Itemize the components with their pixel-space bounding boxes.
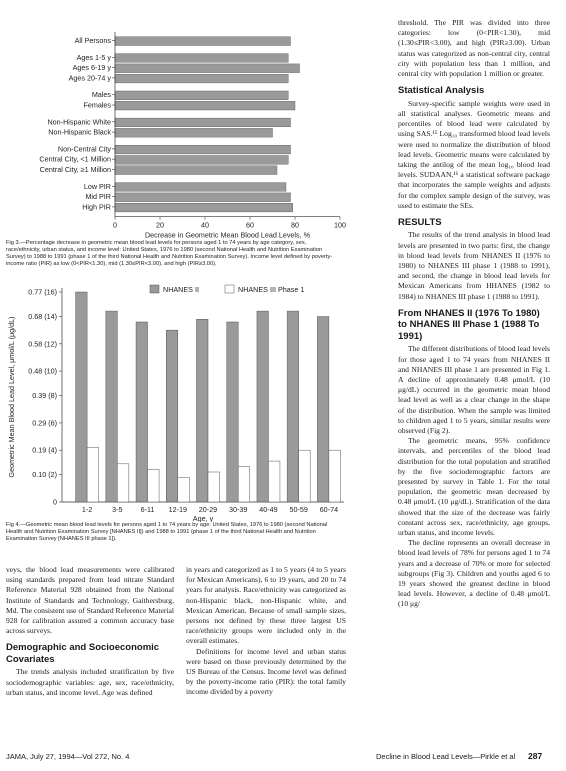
category-label: Central City, <1 Million — [39, 154, 111, 164]
x-tick-label: 1-2 — [81, 505, 93, 514]
y-tick-label: 0.77 (16) — [28, 287, 57, 297]
paragraph: veys, the blood lead measurements were calibrated using standards prepared from lead nitrate Standard Reference Material 928 obtained from the National Institute of Standards and Technology, Gaithersburg, Md. The consistent use of Standard Reference Material 928 for calibration assured a common accuracy base across surveys. — [6, 565, 174, 636]
category-label: Non-Central City — [57, 144, 111, 154]
category-label: Mid PIR — [85, 192, 111, 202]
paragraph: Definitions for income level and urban status were based on those previously determined by the US Bureau of the Census. Income level was defined by the poverty-income ratio (PIR): the total family income divided by a poverty — [186, 646, 346, 697]
bar — [115, 118, 291, 127]
x-tick-label: 6-11 — [140, 505, 155, 514]
x-axis-label: Age, y — [192, 514, 214, 522]
category-label: Ages 6-19 y — [72, 63, 111, 73]
x-tick-label: 3-5 — [112, 505, 123, 514]
category-label: Non-Hispanic White — [47, 117, 111, 127]
page-number: 287 — [528, 751, 543, 761]
y-tick-label: 0 — [53, 497, 57, 507]
legend-label: NHANES III Phase 1 — [238, 285, 305, 294]
legend-swatch — [150, 285, 159, 293]
bar-nhanes-ii — [76, 292, 88, 502]
bar-nhanes-iii — [238, 467, 250, 502]
bar-nhanes-ii — [317, 317, 329, 502]
x-tick-label: 100 — [334, 220, 346, 230]
bar — [115, 128, 273, 137]
category-label: Ages 20-74 y — [68, 73, 111, 83]
x-tick-label: 12-19 — [168, 505, 187, 514]
bar-nhanes-ii — [257, 311, 269, 502]
x-tick-label: 40-49 — [259, 505, 278, 514]
figure3-chart — [0, 0, 348, 240]
heading-demographic: Demographic and Socioeconomic Covariates — [6, 642, 160, 665]
bar-nhanes-ii — [136, 322, 148, 502]
y-tick-label: 0.58 (12) — [28, 339, 57, 349]
x-tick-label: 80 — [291, 220, 299, 230]
figure4-chart — [0, 280, 348, 522]
bar — [115, 156, 288, 165]
bar — [115, 166, 277, 175]
y-tick-label: 0.19 (4) — [32, 445, 57, 455]
bar-nhanes-iii — [117, 464, 129, 502]
x-tick-label: 20-29 — [198, 505, 218, 514]
right-column — [398, 18, 550, 610]
paragraph: The geometric means, 95% confidence intervals, and percentiles of the blood lead distribution for the total population and stratified by the five sociodemographic factors are presented by survey in Table 1. For the total population, the geometric mean decreased by 0.48 μmol/L (10 μg/dL). Stratification of the data showed that the size of the decrease was fairly constant across sex, race/ethnicity, age groups, urban status, and income levels. — [398, 436, 550, 538]
category-label: Non-Hispanic Black — [48, 127, 111, 137]
category-label: Ages 1-5 y — [76, 52, 111, 62]
bottom-left-column — [6, 565, 174, 698]
y-tick-label: 0.68 (14) — [28, 312, 57, 322]
paragraph: Survey-specific sample weights were used in all statistical analyses. Geometric means and percentiles of blood lead were calculated by using SAS.¹⁵ Log₁₀ transformed blood lead levels were used to normalize the distribution of blood lead levels. Geometric means were calculated by taking the antilog of the mean log₁₀ blood lead levels. SUDAAN,¹⁶ a statistical software package that incorporates the sample weights and adjusts for the complex sample design of the survey, was used to estimate the SEs. — [398, 98, 550, 210]
figure3-caption: Fig 3.—Percentage decrease in geometric mean blood lead levels for persons aged 1 to 74 years by age category, sex, race/ethnicity, urban status, and income level: United States, 1976 to 1980 (second National Health and Nutrition Examination Survey) to 1988 to 1991 (phase 1 of the third National Health and Nutrition Examination Survey). Income level defined by poverty-income ratio (PIR) as low (0<PIR<1.30), mid (1.30≤PIR<3.00), and high (PIR≥3.00). — [6, 240, 333, 267]
category-label: Females — [83, 100, 111, 110]
x-tick-label: 30-39 — [229, 505, 248, 514]
bar-nhanes-ii — [287, 311, 299, 502]
bar-nhanes-iii — [208, 472, 220, 502]
y-tick-label: 0.10 (2) — [32, 470, 57, 480]
bar — [115, 37, 291, 46]
paragraph: threshold. The PIR was divided into three categories: low (0<PIR<1.30), mid (1.30≤PIR<3.00), and high (PIR≥3.00). Urban status was categorized as non-central city, central city with population less than 1 million, and central city with population 1 million or greater. — [398, 18, 550, 79]
category-label: Males — [91, 90, 111, 100]
paragraph: The different distributions of blood lead levels for those aged 1 to 74 years from NHANES II and NHANES III phase 1 are presented in Fig 1. A decline of approximately 0.48 μmol/L (10 μg/dL) occurred in the geometric mean blood lead level as well as a clear change in the shape of the distribution. When the sample was limited to children aged 1 to 5 years, similar results were observed (Fig 2). — [398, 344, 550, 435]
bar-nhanes-iii — [87, 447, 99, 502]
category-label: High PIR — [82, 202, 111, 212]
heading-from-nhanes: From NHANES II (1976 To 1980) to NHANES III Phase 1 (1988 To 1991) — [398, 307, 540, 342]
bar — [115, 64, 300, 73]
bar — [115, 74, 288, 83]
bar-nhanes-iii — [299, 450, 311, 502]
paragraph: in years and categorized as 1 to 5 years (4 to 5 years for Mexican Americans), 6 to 19 years, and 20 to 74 years for analysis. Race/ethnicity was categorized as non-Hispanic black, non-Hispanic white, and Mexican American. Because of small sample sizes, persons not defined by these three largest US race/ethnicity groups were included only in the overall estimates. — [186, 565, 346, 646]
bar — [115, 91, 288, 100]
bar-nhanes-ii — [166, 330, 178, 502]
y-tick-label: 0.48 (10) — [28, 366, 57, 376]
x-tick-label: 60 — [246, 220, 254, 230]
bar — [115, 183, 286, 192]
bar — [115, 193, 291, 202]
bottom-middle-column — [186, 565, 346, 698]
y-axis-label: Geometric Mean Blood Lead Level, μmol/L (μg/dL) — [7, 316, 16, 478]
y-tick-label: 0.39 (8) — [32, 391, 57, 401]
y-tick-label: 0.29 (6) — [32, 418, 57, 428]
paragraph: The results of the trend analysis in blood lead levels are presented in two parts: first, the change in blood lead levels from NHANES II (1976 to 1980) to NHANES III phase 1 (1988 to 1991), and second, the change in blood lead levels for Mexican Americans from HHANES (1982 to 1984) to NHANES III phase 1 (1988 to 1991). — [398, 230, 550, 301]
bar-nhanes-ii — [197, 319, 209, 502]
bar-nhanes-iii — [268, 461, 280, 502]
heading-results: RESULTS — [398, 216, 442, 228]
bar — [115, 54, 288, 63]
paragraph: The decline represents an overall decrease in blood lead levels of 78% for persons aged 1 to 74 years and a decrease of 70% or more for selected subgroups (Fig 3). Children and youths aged 6 to 19 years showed the greatest decline in blood lead levels. However, a decline of 0.48 μmol/L (10 μg/ — [398, 538, 550, 609]
bar — [115, 203, 293, 212]
bar-nhanes-ii — [106, 311, 118, 502]
category-label: All Persons — [74, 36, 111, 45]
x-tick-label: 20 — [156, 220, 164, 230]
figure4-caption: Fig 4.—Geometric mean blood lead levels for persons aged 1 to 74 years by age: United States, 1976 to 1980 (second National Health and Nutrition Examination Survey [NHANES II]) and 1988 to 1991 (phase 1 of the third National Health and Nutrition Examination Survey [NHANES III phase 1]). — [6, 522, 328, 542]
footer-journal: JAMA, July 27, 1994—Vol 272, No. 4 — [6, 752, 130, 761]
x-tick-label: 60-74 — [319, 505, 339, 514]
legend-swatch — [225, 285, 234, 293]
x-axis-label: Decrease in Geometric Mean Blood Lead Levels, % — [144, 230, 311, 240]
bar-nhanes-iii — [329, 450, 341, 502]
category-label: Central City, ≥1 Million — [39, 165, 111, 174]
bar-nhanes-ii — [227, 322, 239, 502]
bar-nhanes-iii — [148, 469, 160, 502]
category-label: Low PIR — [83, 181, 111, 191]
bar — [115, 145, 291, 154]
paragraph: The trends analysis included stratification by five sociodemographic variables: age, sex, race/ethnicity, urban status, and income level. Age was defined — [6, 667, 174, 697]
legend-label: NHANES II — [163, 285, 199, 294]
bar-nhanes-iii — [178, 477, 190, 502]
heading-statistical-analysis: Statistical Analysis — [398, 85, 485, 97]
footer-running-title: Decline in Blood Lead Levels—Pirkle et al — [376, 752, 516, 761]
x-tick-label: 0 — [113, 220, 117, 230]
x-tick-label: 40 — [201, 220, 209, 230]
bar — [115, 101, 295, 110]
x-tick-label: 50-59 — [289, 505, 308, 514]
